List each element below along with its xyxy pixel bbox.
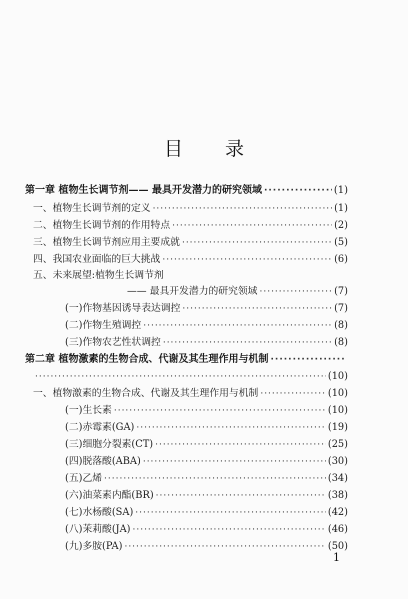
dot-leader xyxy=(270,352,346,368)
toc-entry-label: 一、植物激素的生物合成、代谢及其生理作用与机制 xyxy=(33,388,259,399)
toc-entry-label: (三)作物农艺性状调控 xyxy=(65,337,161,348)
toc-entry-page: (38) xyxy=(327,490,348,501)
toc-entry[interactable] xyxy=(33,218,348,234)
toc-entry[interactable] xyxy=(65,471,348,487)
toc-entry[interactable] xyxy=(65,403,348,419)
toc-entry-page: (7) xyxy=(334,286,348,297)
toc-entry-label: 第一章 植物生长调节剂—— 最具开发潜力的研究领域 xyxy=(25,185,262,196)
toc-entry-label: 三、植物生长调节剂应用主要成就 xyxy=(33,237,180,248)
dot-leader xyxy=(172,218,332,234)
dot-leader xyxy=(182,301,332,317)
dot-leader xyxy=(114,403,326,419)
toc-title: 目 录 xyxy=(163,138,263,160)
toc-entry-label: (六)油菜素内酯(BR) xyxy=(65,490,154,501)
dot-leader xyxy=(135,505,326,521)
dot-leader xyxy=(143,454,326,470)
toc-entry-page: (30) xyxy=(327,456,348,467)
page-number: 1 xyxy=(333,551,340,564)
toc-entry-page: (1) xyxy=(334,203,348,214)
dot-leader xyxy=(156,488,326,504)
toc-entry-label: (三)细胞分裂素(CT) xyxy=(65,439,154,450)
toc-entry[interactable] xyxy=(65,420,348,436)
toc-entry[interactable] xyxy=(33,386,348,402)
toc-entry-label: (四)脱落酸(ABA) xyxy=(65,456,141,467)
dot-leader xyxy=(35,369,326,385)
toc-entry-page: (8) xyxy=(334,320,348,331)
dot-leader xyxy=(182,235,332,251)
dot-leader xyxy=(264,183,332,199)
toc-entry-label: (八)茉莉酸(JA) xyxy=(65,524,131,535)
toc-entry-label: (一)生长素 xyxy=(65,405,112,416)
toc-entry-page: (25) xyxy=(327,439,348,450)
dot-leader xyxy=(153,201,333,217)
toc-entry[interactable] xyxy=(65,437,348,453)
dot-leader xyxy=(162,252,332,268)
toc-entry-label: (七)水杨酸(SA) xyxy=(65,507,134,518)
toc-entry-page: (10) xyxy=(327,371,348,382)
toc-entry-label: 一、植物生长调节剂的定义 xyxy=(33,203,151,214)
dot-leader xyxy=(104,471,326,487)
toc-entry-page: (7) xyxy=(334,303,348,314)
toc-entry-label: 二、植物生长调节剂的作用特点 xyxy=(33,220,171,231)
toc-entry-label: 五、未来展望:植物生长调节剂 xyxy=(33,270,164,281)
dot-leader xyxy=(124,539,325,555)
toc-entry-chapter-2[interactable] xyxy=(25,352,348,368)
dot-leader xyxy=(136,420,325,436)
toc-entry[interactable] xyxy=(33,201,348,217)
toc-entry-label: 第二章 植物激素的生物合成、代谢及其生理作用与机制 xyxy=(25,354,269,365)
toc-entry-page: (34) xyxy=(327,473,348,484)
toc-entry-page: (1) xyxy=(333,185,348,196)
dot-leader xyxy=(260,386,326,402)
dot-leader xyxy=(132,522,325,538)
toc-entry-page: (46) xyxy=(327,524,348,535)
toc-entry-page: (42) xyxy=(327,507,348,518)
toc-entry-page: (5) xyxy=(334,237,348,248)
dot-leader xyxy=(143,318,332,334)
toc-entry-page: (10) xyxy=(327,405,348,416)
toc-entry-page: (10) xyxy=(327,388,348,399)
toc-entry-continuation[interactable] xyxy=(127,284,348,300)
toc-entry[interactable] xyxy=(65,335,348,351)
toc-entry[interactable] xyxy=(33,252,348,268)
toc-entry-page: (50) xyxy=(327,541,348,552)
toc-entry-continuation[interactable] xyxy=(33,369,348,385)
toc-entry-label: (五)乙烯 xyxy=(65,473,103,484)
toc-entry[interactable] xyxy=(33,235,348,251)
toc-entry-label: (九)多胺(PA) xyxy=(65,541,123,552)
toc-entry[interactable] xyxy=(65,522,348,538)
dot-leader xyxy=(155,437,326,453)
toc-entry[interactable] xyxy=(65,318,348,334)
toc-entry[interactable] xyxy=(65,301,348,317)
toc-entry-label: (一)作物基因诱导表达调控 xyxy=(65,303,181,314)
toc-entry[interactable] xyxy=(65,539,348,555)
toc-entry[interactable] xyxy=(65,505,348,521)
toc-entry-chapter-1[interactable] xyxy=(25,183,348,199)
toc-entry-label: 四、我国农业面临的巨大挑战 xyxy=(33,254,161,265)
toc-entry[interactable] xyxy=(65,454,348,470)
toc-entry-label: (二)作物生殖调控 xyxy=(65,320,142,331)
dot-leader xyxy=(259,284,332,300)
toc-entry[interactable] xyxy=(33,268,348,284)
toc-entry[interactable] xyxy=(65,488,348,504)
dot-leader xyxy=(163,335,332,351)
toc-entry-page: (19) xyxy=(327,422,348,433)
toc-entry-page: (8) xyxy=(334,337,348,348)
toc-entry-page: (6) xyxy=(334,254,348,265)
toc-entry-label: —— 最具开发潜力的研究领域 xyxy=(127,286,258,297)
toc-entry-label: (二)赤霉素(GA) xyxy=(65,422,135,433)
toc-entry-page: (2) xyxy=(334,220,348,231)
